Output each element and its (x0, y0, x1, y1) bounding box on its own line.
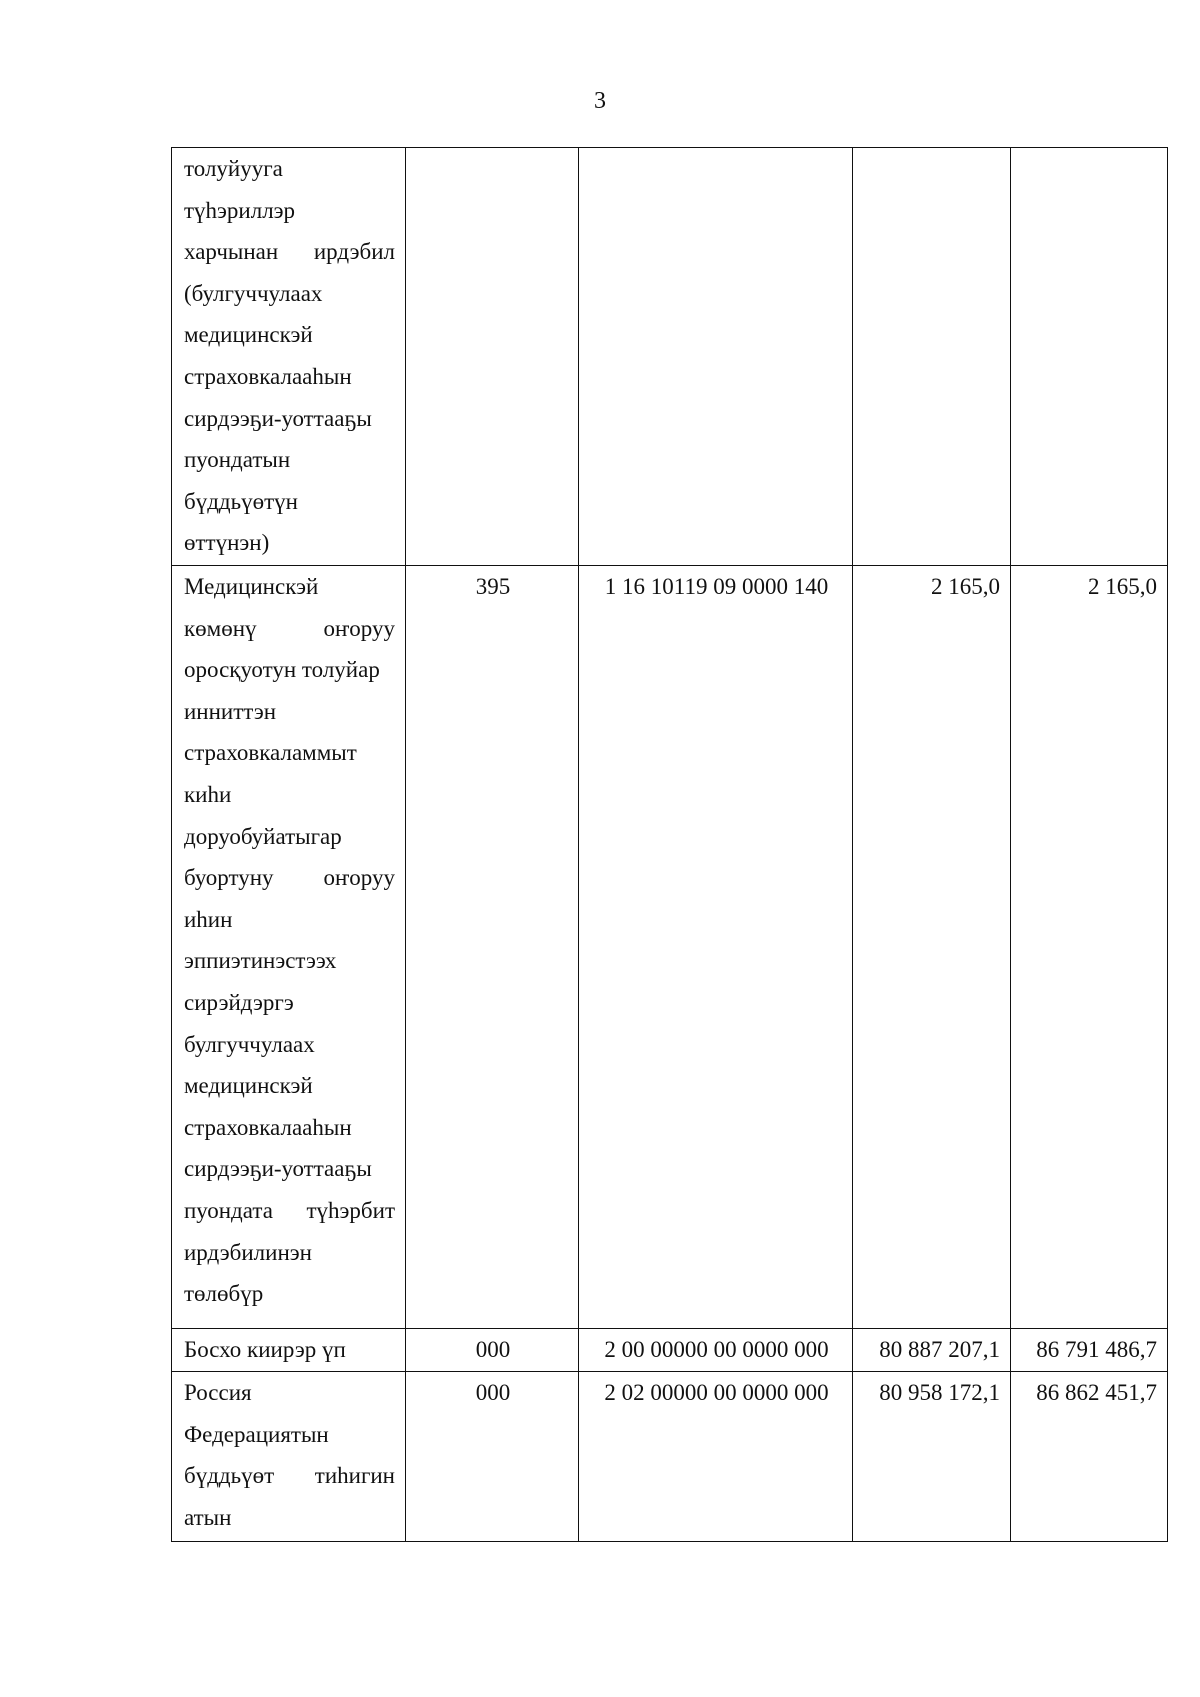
row-name-line: (булгуччулаах (184, 280, 323, 306)
row-name-line: сирдээҕи-уоттааҕы (184, 405, 372, 431)
row-name-line: Федерациятын (184, 1421, 329, 1447)
page-number: 3 (594, 88, 606, 114)
value-year2-cell: 86 791 486,7 (1011, 1329, 1168, 1372)
row-name-line: ирдэбилинэн (184, 1239, 312, 1265)
admin-code-cell: 000 (406, 1329, 579, 1372)
row-name-line: түһэриллэр (184, 197, 296, 223)
row-name-line: буортуну оҥоруу (184, 865, 395, 891)
row-name-line: бүддьүөт тиһигин (184, 1463, 395, 1489)
row-name-line: оросқуотун толуйар (184, 657, 380, 683)
value-year1-cell (853, 148, 1011, 566)
row-name-cell (172, 1372, 406, 1542)
row-name-line: Россия (184, 1380, 252, 1405)
row-name-cell (172, 1329, 406, 1372)
row-name-line: эппиэтинэстээх (184, 948, 337, 974)
row-name-line: сирэйдэргэ (184, 989, 294, 1015)
row-name-line: медицинскэй (184, 1073, 313, 1099)
row-name-line: сирдээҕи-уоттааҕы (184, 1156, 372, 1182)
value-year2-cell: 2 165,0 (1011, 566, 1168, 1329)
row-name-line: страховкаламмыт (184, 740, 357, 766)
table-row (172, 1372, 1168, 1542)
row-name-line: Медицинскэй (184, 574, 319, 599)
value-year2-cell (1011, 148, 1168, 566)
table-row (172, 566, 1168, 1329)
row-name-cell (172, 148, 406, 566)
table-row (172, 1329, 1168, 1372)
row-name-line: иһин (184, 906, 233, 932)
value-year1-cell: 2 165,0 (853, 566, 1011, 1329)
value-year2-cell: 86 862 451,7 (1011, 1372, 1168, 1542)
row-name-line: киһи (184, 781, 232, 807)
row-name-line: доруобуйатыгар (184, 823, 342, 849)
classification-code-cell: 1 16 10119 09 0000 140 (579, 566, 853, 1329)
value-year1-cell: 80 958 172,1 (853, 1372, 1011, 1542)
row-name-cell (172, 566, 406, 1329)
classification-code-cell (579, 148, 853, 566)
row-name-line: харчынан ирдэбил (184, 239, 395, 265)
admin-code-cell (406, 148, 579, 566)
row-name-line: пуондата түһэрбит (184, 1197, 395, 1223)
classification-code-cell: 2 00 00000 00 0000 000 (579, 1329, 853, 1372)
row-name-line: толуйууга (184, 156, 283, 181)
table-row (172, 148, 1168, 566)
row-name-line: страховкалааһын (184, 1114, 352, 1140)
admin-code-cell: 395 (406, 566, 579, 1329)
row-name-line: Босхо киирэр үп (184, 1337, 346, 1362)
row-name-line: булгуччулаах (184, 1031, 315, 1057)
row-name-line: өттүнэн) (184, 530, 270, 556)
row-name-line: бүддьүөтүн (184, 488, 298, 514)
classification-code-cell: 2 02 00000 00 0000 000 (579, 1372, 853, 1542)
row-name-line: атын (184, 1504, 232, 1530)
budget-table (171, 147, 1168, 1542)
row-name-line: пуондатын (184, 447, 291, 473)
row-name-line: медицинскэй (184, 322, 313, 348)
admin-code-cell: 000 (406, 1372, 579, 1542)
row-name-line: страховкалааһын (184, 363, 352, 389)
row-name-line: төлөбүр (184, 1281, 264, 1307)
value-year1-cell: 80 887 207,1 (853, 1329, 1011, 1372)
row-name-line: инниттэн (184, 698, 277, 724)
row-name-line: көмөнү оҥоруу (184, 615, 395, 641)
